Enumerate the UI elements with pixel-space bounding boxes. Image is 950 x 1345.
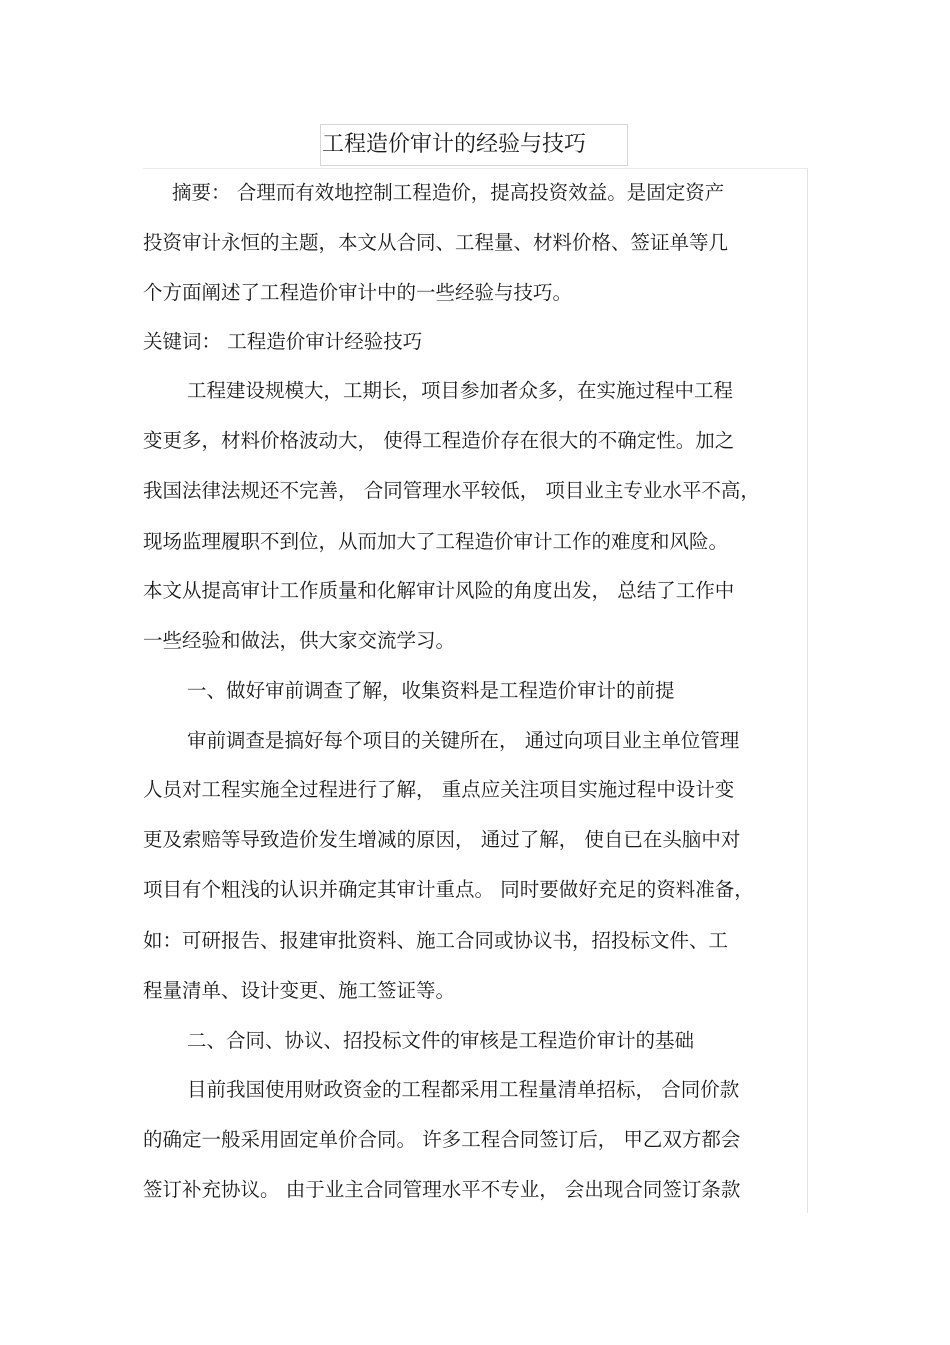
section-heading-2: 二、合同、协议、招投标文件的审核是工程造价审计的基础 <box>187 1029 695 1052</box>
paragraph-line: 本文从提高审计工作质量和化解审计风险的角度出发， 总结了工作中 <box>143 579 735 602</box>
paragraph-line: 的确定一般采用固定单价合同。 许多工程合同签订后， 甲乙双方都会 <box>143 1128 741 1151</box>
paragraph-line: 目前我国使用财政资金的工程都采用工程量清单招标， 合同价款 <box>187 1078 740 1101</box>
paragraph-line: 我国法律法规还不完善， 合同管理水平较低， 项目业主专业水平不高， <box>143 479 760 502</box>
paragraph-line: 人员对工程实施全过程进行了解， 重点应关注项目实施过程中设计变 <box>143 778 735 801</box>
keywords-line: 关键词： 工程造价审计经验技巧 <box>143 330 423 353</box>
paragraph-line: 现场监理履职不到位，从而加大了工程造价审计工作的难度和风险。 <box>143 530 729 553</box>
paragraph-line: 如：可研报告、报建审批资料、施工合同或协议书，招投标文件、工 <box>143 929 729 952</box>
paragraph-line: 项目有个粗浅的认识并确定其审计重点。 同时要做好充足的资料准备， <box>143 878 754 901</box>
paragraph-line: 程量清单、设计变更、施工签证等。 <box>143 979 456 1002</box>
paragraph-line: 更及索赔等导致造价发生增减的原因， 通过了解， 使自已在头脑中对 <box>143 828 741 851</box>
document-title: 工程造价审计的经验与技巧 <box>322 132 587 157</box>
paragraph-line: 变更多，材料价格波动大， 使得工程造价存在很大的不确定性。加之 <box>143 429 735 452</box>
paragraph-line: 一些经验和做法，供大家交流学习。 <box>143 629 456 652</box>
abstract-line-3: 个方面阐述了工程造价审计中的一些经验与技巧。 <box>143 281 573 304</box>
paragraph-line: 审前调查是搞好每个项目的关键所在， 通过向项目业主单位管理 <box>187 729 740 752</box>
abstract-line-1: 摘要： 合理而有效地控制工程造价，提高投资效益。是固定资产 <box>172 181 725 204</box>
paragraph-line: 签订补充协议。 由于业主合同管理水平不专业， 会出现合同签订条款 <box>143 1178 741 1201</box>
paragraph-line: 工程建设规模大，工期长，项目参加者众多，在实施过程中工程 <box>187 379 734 402</box>
section-heading-1: 一、做好审前调查了解，收集资料是工程造价审计的前提 <box>187 679 675 702</box>
abstract-line-2: 投资审计永恒的主题，本文从合同、工程量、材料价格、签证单等几 <box>143 231 729 254</box>
